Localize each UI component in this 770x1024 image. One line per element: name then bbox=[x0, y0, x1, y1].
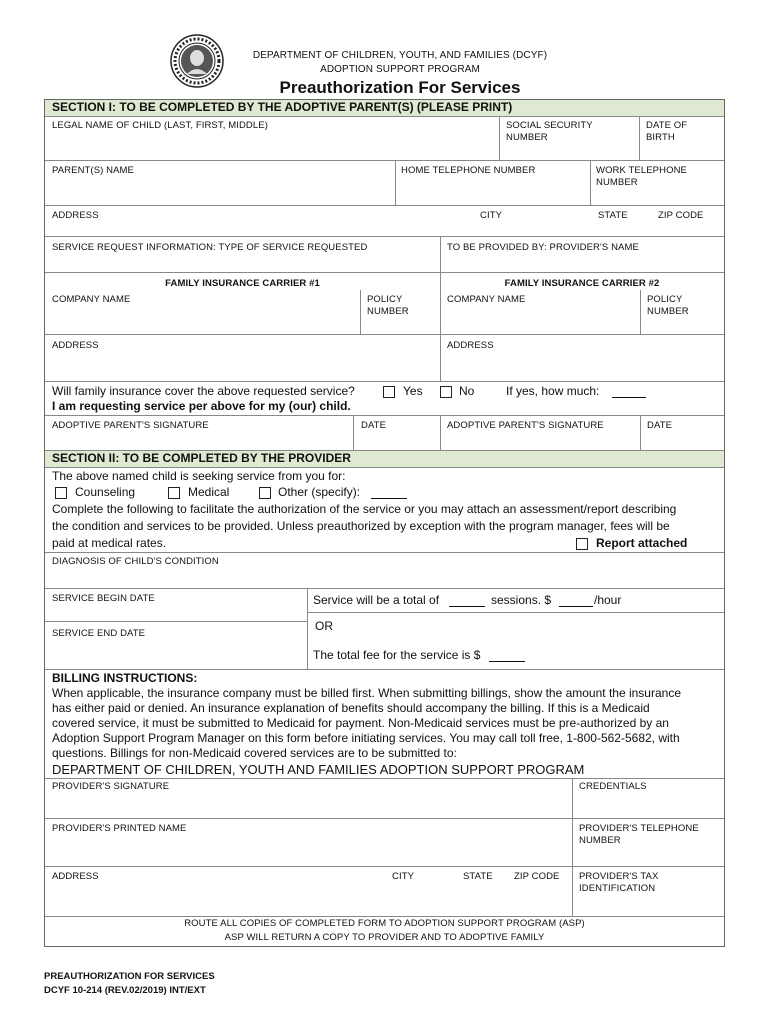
parent-address-field[interactable] bbox=[45, 205, 724, 236]
provider-printed-name-label: PROVIDER'S PRINTED NAME bbox=[52, 823, 187, 834]
carrier-2-company-label: COMPANY NAME bbox=[447, 294, 526, 305]
child-name-field[interactable] bbox=[45, 116, 499, 160]
billing-line-2: has either paid or denied. An insurance explanation of benefits should accompany the billing. If this is a Medicaid bbox=[52, 701, 650, 715]
provider-telephone-label: PROVIDER'S TELEPHONE NUMBER bbox=[579, 823, 699, 846]
parent-signature-1-label: ADOPTIVE PARENT'S SIGNATURE bbox=[52, 420, 209, 431]
billing-heading: BILLING INSTRUCTIONS: bbox=[52, 671, 198, 685]
sessions-count-input[interactable] bbox=[449, 596, 485, 607]
total-sessions-prefix: Service will be a total of bbox=[313, 593, 440, 607]
yes-checkbox-icon[interactable] bbox=[383, 386, 395, 398]
provider-name-label: TO BE PROVIDED BY: PROVIDER'S NAME bbox=[447, 242, 639, 253]
carrier-1-address-field[interactable] bbox=[45, 334, 440, 381]
footer-form-number: DCYF 10-214 (REV.02/2019) INT/EXT bbox=[44, 985, 206, 996]
provider-tax-id-label: PROVIDER'S TAX IDENTIFICATION bbox=[579, 871, 659, 894]
begin-date-label: SERVICE BEGIN DATE bbox=[52, 593, 155, 604]
seeking-statement: The above named child is seeking service from you for: bbox=[52, 469, 346, 483]
diagnosis-label: DIAGNOSIS OF CHILD'S CONDITION bbox=[52, 556, 219, 567]
carrier-2-company-field[interactable] bbox=[440, 290, 640, 334]
carrier-1-address-label: ADDRESS bbox=[52, 340, 99, 351]
state-seal-icon bbox=[170, 34, 224, 88]
instructions-line-2: the condition and services to be provided. Unless preauthorized by exception with the program manager, fees will be bbox=[52, 519, 670, 533]
parent-date-2-label: DATE bbox=[647, 420, 673, 431]
medical-label: Medical bbox=[188, 485, 230, 499]
no-checkbox-icon[interactable] bbox=[440, 386, 452, 398]
coverage-question: Will family insurance cover the above requested service? bbox=[52, 384, 355, 398]
footer-form-title: PREAUTHORIZATION FOR SERVICES bbox=[44, 971, 215, 982]
carrier-2-policy-field[interactable] bbox=[640, 290, 724, 334]
work-phone-label: WORK TELEPHONE NUMBER bbox=[596, 165, 687, 188]
other-label: Other (specify): bbox=[278, 485, 361, 499]
home-phone-label: HOME TELEPHONE NUMBER bbox=[401, 165, 536, 176]
carrier-1-company-label: COMPANY NAME bbox=[52, 294, 131, 305]
billing-line-5: questions. Billings for non-Medicaid covered services are to be submitted to: bbox=[52, 746, 457, 760]
parent-signature-2-label: ADOPTIVE PARENT'S SIGNATURE bbox=[447, 420, 604, 431]
begin-date-field[interactable] bbox=[45, 588, 307, 621]
billing-line-3: covered service, it must be submitted to Medicaid for payment. Non-Medicaid services must be pre-authorized by an bbox=[52, 716, 669, 730]
dob-label: DATE OF BIRTH bbox=[646, 120, 688, 143]
home-phone-field[interactable] bbox=[395, 160, 590, 205]
total-fee-input[interactable] bbox=[489, 651, 525, 662]
provider-name-field[interactable] bbox=[440, 236, 724, 272]
section-1-heading: SECTION I: TO BE COMPLETED BY THE ADOPTIVE PARENT(S) (PLEASE PRINT) bbox=[45, 100, 724, 116]
ssn-field[interactable] bbox=[499, 116, 639, 160]
diagnosis-field[interactable] bbox=[45, 552, 724, 588]
route-line-1: ROUTE ALL COPIES OF COMPLETED FORM TO ADOPTION SUPPORT PROGRAM (ASP) bbox=[184, 918, 585, 929]
yes-label: Yes bbox=[403, 384, 423, 398]
instructions-line-3: paid at medical rates. bbox=[52, 536, 167, 550]
report-attached-checkbox-icon[interactable] bbox=[576, 538, 588, 550]
provider-telephone-field[interactable] bbox=[572, 818, 724, 866]
zip-label: ZIP CODE bbox=[658, 210, 704, 221]
parent-name-field[interactable] bbox=[45, 160, 395, 205]
provider-tax-id-field[interactable] bbox=[572, 866, 724, 916]
form-body bbox=[44, 99, 725, 947]
billing-line-4: Adoption Support Program Manager on this form before initiating services. You may call toll free, 1-800-562-5682, with bbox=[52, 731, 680, 745]
carrier-1-policy-field[interactable] bbox=[360, 290, 440, 334]
provider-address-field[interactable] bbox=[45, 866, 572, 916]
provider-signature-field[interactable] bbox=[45, 778, 572, 818]
provider-address-label: ADDRESS bbox=[52, 871, 99, 882]
carrier-2-address-field[interactable] bbox=[440, 334, 724, 381]
credentials-field[interactable] bbox=[572, 778, 724, 818]
other-specify-input[interactable] bbox=[371, 488, 407, 499]
route-line-2: ASP WILL RETURN A COPY TO PROVIDER AND TO ADOPTIVE FAMILY bbox=[224, 932, 545, 943]
billing-line-1: When applicable, the insurance company must be billed first. When submitting billings, show the amount the insurance bbox=[52, 686, 681, 700]
address-label: ADDRESS bbox=[52, 210, 99, 221]
carrier-2-address-label: ADDRESS bbox=[447, 340, 494, 351]
carrier-1-heading: FAMILY INSURANCE CARRIER #1 bbox=[165, 278, 320, 289]
sessions-label: sessions. $ bbox=[491, 593, 552, 607]
parent-signature-1-field[interactable] bbox=[45, 415, 353, 450]
total-fee-label: The total fee for the service is $ bbox=[313, 648, 481, 662]
carrier-2-policy-label: POLICY NUMBER bbox=[647, 294, 689, 317]
ssn-label: SOCIAL SECURITY NUMBER bbox=[506, 120, 593, 143]
credentials-label: CREDENTIALS bbox=[579, 781, 647, 792]
instructions-line-1: Complete the following to facilitate the authorization of the service or you may attach an assessment/report describing bbox=[52, 502, 677, 516]
department-name: DEPARTMENT OF CHILDREN, YOUTH, AND FAMILIES (DCYF) bbox=[252, 50, 548, 61]
counseling-label: Counseling bbox=[75, 485, 136, 499]
service-request-label: SERVICE REQUEST INFORMATION: TYPE OF SERVICE REQUESTED bbox=[52, 242, 368, 253]
provider-city-label: CITY bbox=[392, 871, 415, 882]
provider-zip-label: ZIP CODE bbox=[514, 871, 560, 882]
parent-date-2-field[interactable] bbox=[640, 415, 724, 450]
billing-program-address: DEPARTMENT OF CHILDREN, YOUTH AND FAMILIES ADOPTION SUPPORT PROGRAM bbox=[52, 762, 585, 777]
report-attached-label: Report attached bbox=[596, 536, 688, 550]
program-name: ADOPTION SUPPORT PROGRAM bbox=[320, 64, 480, 75]
end-date-label: SERVICE END DATE bbox=[52, 628, 146, 639]
medical-checkbox-icon[interactable] bbox=[168, 487, 180, 499]
how-much-input[interactable] bbox=[612, 387, 646, 398]
work-phone-field[interactable] bbox=[590, 160, 724, 205]
provider-state-label: STATE bbox=[463, 871, 493, 882]
parent-date-1-label: DATE bbox=[361, 420, 387, 431]
section-2-heading: SECTION II: TO BE COMPLETED BY THE PROVIDER bbox=[45, 451, 724, 467]
hourly-rate-input[interactable] bbox=[559, 596, 593, 607]
state-label: STATE bbox=[598, 210, 628, 221]
provider-signature-label: PROVIDER'S SIGNATURE bbox=[52, 781, 170, 792]
carrier-1-company-field[interactable] bbox=[45, 290, 360, 334]
provider-printed-name-field[interactable] bbox=[45, 818, 572, 866]
carrier-2-heading: FAMILY INSURANCE CARRIER #2 bbox=[504, 278, 660, 289]
service-request-field[interactable] bbox=[45, 236, 440, 272]
counseling-checkbox-icon[interactable] bbox=[55, 487, 67, 499]
page-title: Preauthorization For Services bbox=[279, 78, 521, 97]
city-label: CITY bbox=[480, 210, 503, 221]
or-label: OR bbox=[315, 619, 333, 633]
child-name-label: LEGAL NAME OF CHILD (LAST, FIRST, MIDDLE) bbox=[52, 120, 268, 131]
parent-name-label: PARENT(S) NAME bbox=[52, 165, 134, 176]
carrier-1-policy-label: POLICY NUMBER bbox=[367, 294, 409, 317]
requesting-statement: I am requesting service per above for my (our) child. bbox=[52, 399, 351, 413]
how-much-label: If yes, how much: bbox=[506, 384, 600, 398]
other-checkbox-icon[interactable] bbox=[259, 487, 271, 499]
end-date-field[interactable] bbox=[45, 621, 307, 669]
dob-field[interactable] bbox=[639, 116, 724, 160]
parent-signature-2-field[interactable] bbox=[440, 415, 640, 450]
parent-date-1-field[interactable] bbox=[353, 415, 440, 450]
per-hour-label: /hour bbox=[594, 593, 622, 607]
no-label: No bbox=[459, 384, 475, 398]
